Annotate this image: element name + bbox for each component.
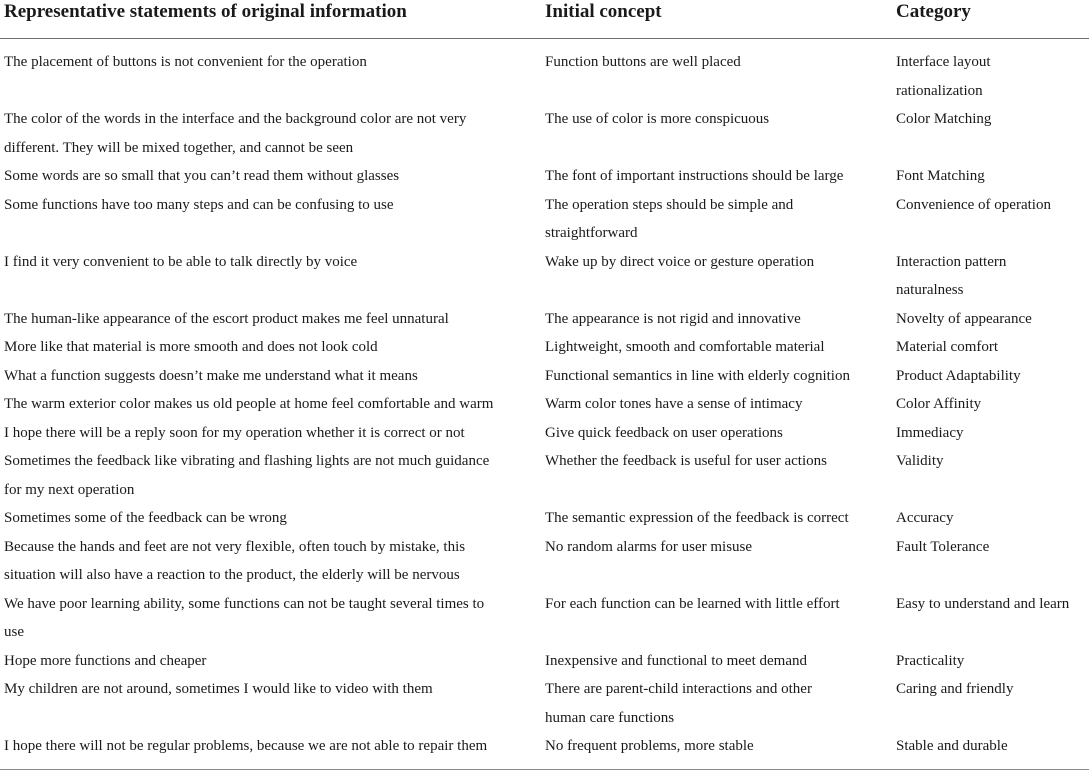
cell-category	[896, 533, 1088, 562]
cell-concept-line: Whether the feedback is useful for user actions	[545, 453, 827, 469]
cell-statement	[4, 533, 534, 590]
cell-concept	[545, 105, 885, 134]
cell-statement-line: Some functions have too many steps and can be confusing to use	[4, 196, 394, 213]
cell-concept-line: The font of important instructions should be large	[545, 168, 844, 184]
cell-concept	[545, 248, 885, 277]
cell-category	[896, 48, 1088, 105]
cell-concept	[545, 162, 885, 191]
cell-category	[896, 675, 1088, 704]
cell-statement-line: Hope more functions and cheaper	[4, 652, 207, 669]
header-statements: Representative statements of original information	[4, 1, 407, 22]
cell-category	[896, 305, 1088, 334]
header-category: Category	[896, 1, 971, 22]
cell-category	[896, 390, 1088, 419]
cell-statement	[4, 647, 534, 676]
table-row	[0, 590, 1089, 647]
cell-category	[896, 647, 1088, 676]
table-row	[0, 305, 1089, 334]
cell-statement-line: situation will also have a reaction to the product, the elderly will be nervous	[4, 567, 460, 583]
cell-category-line: Fault Tolerance	[896, 538, 990, 555]
cell-concept	[545, 647, 885, 676]
cell-statement	[4, 48, 534, 77]
cell-concept-line: No frequent problems, more stable	[545, 738, 754, 754]
cell-category	[896, 732, 1088, 761]
cell-concept	[545, 447, 885, 476]
cell-statement-line: Because the hands and feet are not very flexible, often touch by mistake, this	[4, 538, 466, 555]
cell-category-line: Convenience of operation	[896, 196, 1051, 213]
cell-category-line: naturalness	[896, 282, 964, 298]
cell-category-line: rationalization	[896, 82, 983, 99]
cell-category-line: Caring and friendly	[896, 681, 1014, 697]
table-row	[0, 105, 1089, 162]
cell-concept	[545, 419, 885, 448]
cell-concept	[545, 533, 885, 562]
cell-concept	[545, 732, 885, 761]
table-row	[0, 675, 1089, 732]
cell-statement	[4, 248, 534, 277]
cell-concept-line: Wake up by direct voice or gesture operation	[545, 253, 815, 270]
table-row	[0, 447, 1089, 504]
cell-statement	[4, 447, 534, 504]
cell-concept	[545, 504, 885, 533]
cell-concept-line: There are parent-child interactions and other	[545, 681, 812, 697]
cell-concept-line: Give quick feedback on user operations	[545, 424, 783, 441]
cell-concept	[545, 590, 885, 619]
table-row	[0, 504, 1089, 533]
cell-statement	[4, 675, 534, 704]
cell-statement-line: use	[4, 624, 24, 640]
cell-statement	[4, 419, 534, 448]
cell-concept	[545, 675, 885, 732]
cell-concept-line: Function buttons are well placed	[545, 54, 741, 70]
cell-concept-line: The semantic expression of the feedback is correct	[545, 510, 849, 526]
cell-category-line: Easy to understand and learn	[896, 595, 1070, 612]
cell-category	[896, 191, 1088, 220]
cell-category-line: Color Matching	[896, 111, 992, 127]
cell-statement-line: We have poor learning ability, some functions can not be taught several times to	[4, 595, 485, 612]
table-row	[0, 419, 1089, 448]
cell-category-line: Practicality	[896, 652, 965, 669]
cell-category-line: Color Affinity	[896, 396, 982, 412]
table-header	[0, 0, 1089, 39]
cell-statement-line: The color of the words in the interface and the background color are not very	[4, 111, 467, 127]
table-bottom-rule	[0, 769, 1089, 770]
cell-concept	[545, 362, 885, 391]
cell-category	[896, 105, 1088, 134]
cell-statement-line: I hope there will not be regular problems, because we are not able to repair them	[4, 738, 488, 754]
cell-concept	[545, 191, 885, 248]
cell-statement	[4, 590, 534, 647]
cell-concept	[545, 333, 885, 362]
cell-category	[896, 362, 1088, 391]
cell-category-line: Accuracy	[896, 510, 954, 526]
cell-statement	[4, 162, 534, 191]
cell-statement-line: Sometimes some of the feedback can be wrong	[4, 510, 287, 526]
cell-statement-line: More like that material is more smooth and does not look cold	[4, 339, 378, 355]
cell-concept-line: straightforward	[545, 225, 638, 241]
cell-concept-line: The operation steps should be simple and	[545, 196, 794, 213]
table-row	[0, 647, 1089, 676]
cell-concept	[545, 390, 885, 419]
cell-category-line: Interface layout	[896, 54, 991, 70]
table-row	[0, 248, 1089, 305]
cell-concept-line: Inexpensive and functional to meet demand	[545, 652, 807, 669]
table-row	[0, 732, 1089, 761]
cell-category	[896, 504, 1088, 533]
cell-statement	[4, 732, 534, 761]
cell-category-line: Font Matching	[896, 168, 985, 184]
table-row	[0, 333, 1089, 362]
cell-concept-line: For each function can be learned with little effort	[545, 595, 840, 612]
cell-statement-line: Some words are so small that you can’t read them without glasses	[4, 168, 400, 184]
cell-statement-line: I find it very convenient to be able to talk directly by voice	[4, 253, 358, 270]
cell-category-line: Immediacy	[896, 424, 964, 441]
cell-statement-line: I hope there will be a reply soon for my operation whether it is correct or not	[4, 424, 465, 441]
cell-statement	[4, 305, 534, 334]
cell-category-line: Stable and durable	[896, 738, 1008, 754]
cell-concept-line: The use of color is more conspicuous	[545, 111, 770, 127]
table-row	[0, 362, 1089, 391]
cell-statement-line: My children are not around, sometimes I would like to video with them	[4, 681, 433, 697]
cell-category	[896, 333, 1088, 362]
table-body	[0, 48, 1089, 761]
cell-concept-line: Functional semantics in line with elderly cognition	[545, 367, 850, 384]
cell-concept-line: Warm color tones have a sense of intimacy	[545, 396, 803, 412]
cell-category-line: Material comfort	[896, 339, 999, 355]
cell-statement	[4, 333, 534, 362]
cell-statement-line: The placement of buttons is not convenient for the operation	[4, 54, 367, 70]
cell-category-line: Validity	[896, 453, 944, 469]
cell-category	[896, 590, 1088, 619]
cell-statement-line: for my next operation	[4, 481, 135, 498]
cell-statement	[4, 504, 534, 533]
cell-category	[896, 447, 1088, 476]
table-row	[0, 162, 1089, 191]
cell-category-line: Product Adaptability	[896, 367, 1021, 384]
cell-statement-line: The human-like appearance of the escort product makes me feel unnatural	[4, 310, 449, 327]
cell-statement	[4, 191, 534, 220]
cell-category	[896, 162, 1088, 191]
cell-statement-line: What a function suggests doesn’t make me understand what it means	[4, 367, 418, 384]
cell-concept-line: human care functions	[545, 709, 675, 726]
cell-concept-line: No random alarms for user misuse	[545, 538, 753, 555]
table-row	[0, 390, 1089, 419]
cell-concept	[545, 305, 885, 334]
table-row	[0, 533, 1089, 590]
cell-category	[896, 419, 1088, 448]
cell-concept-line: Lightweight, smooth and comfortable material	[545, 339, 825, 355]
table-row	[0, 48, 1089, 105]
cell-statement	[4, 105, 534, 162]
cell-category-line: Novelty of appearance	[896, 310, 1032, 327]
cell-category	[896, 248, 1088, 305]
cell-statement	[4, 362, 534, 391]
cell-concept-line: The appearance is not rigid and innovative	[545, 310, 801, 327]
cell-statement-line: different. They will be mixed together, and cannot be seen	[4, 139, 354, 156]
cell-statement-line: The warm exterior color makes us old people at home feel comfortable and warm	[4, 396, 494, 412]
table-row	[0, 191, 1089, 248]
cell-statement-line: Sometimes the feedback like vibrating and flashing lights are not much guidance	[4, 453, 490, 469]
cell-concept	[545, 48, 885, 77]
cell-category-line: Interaction pattern	[896, 253, 1007, 270]
header-concept: Initial concept	[545, 1, 662, 22]
cell-statement	[4, 390, 534, 419]
